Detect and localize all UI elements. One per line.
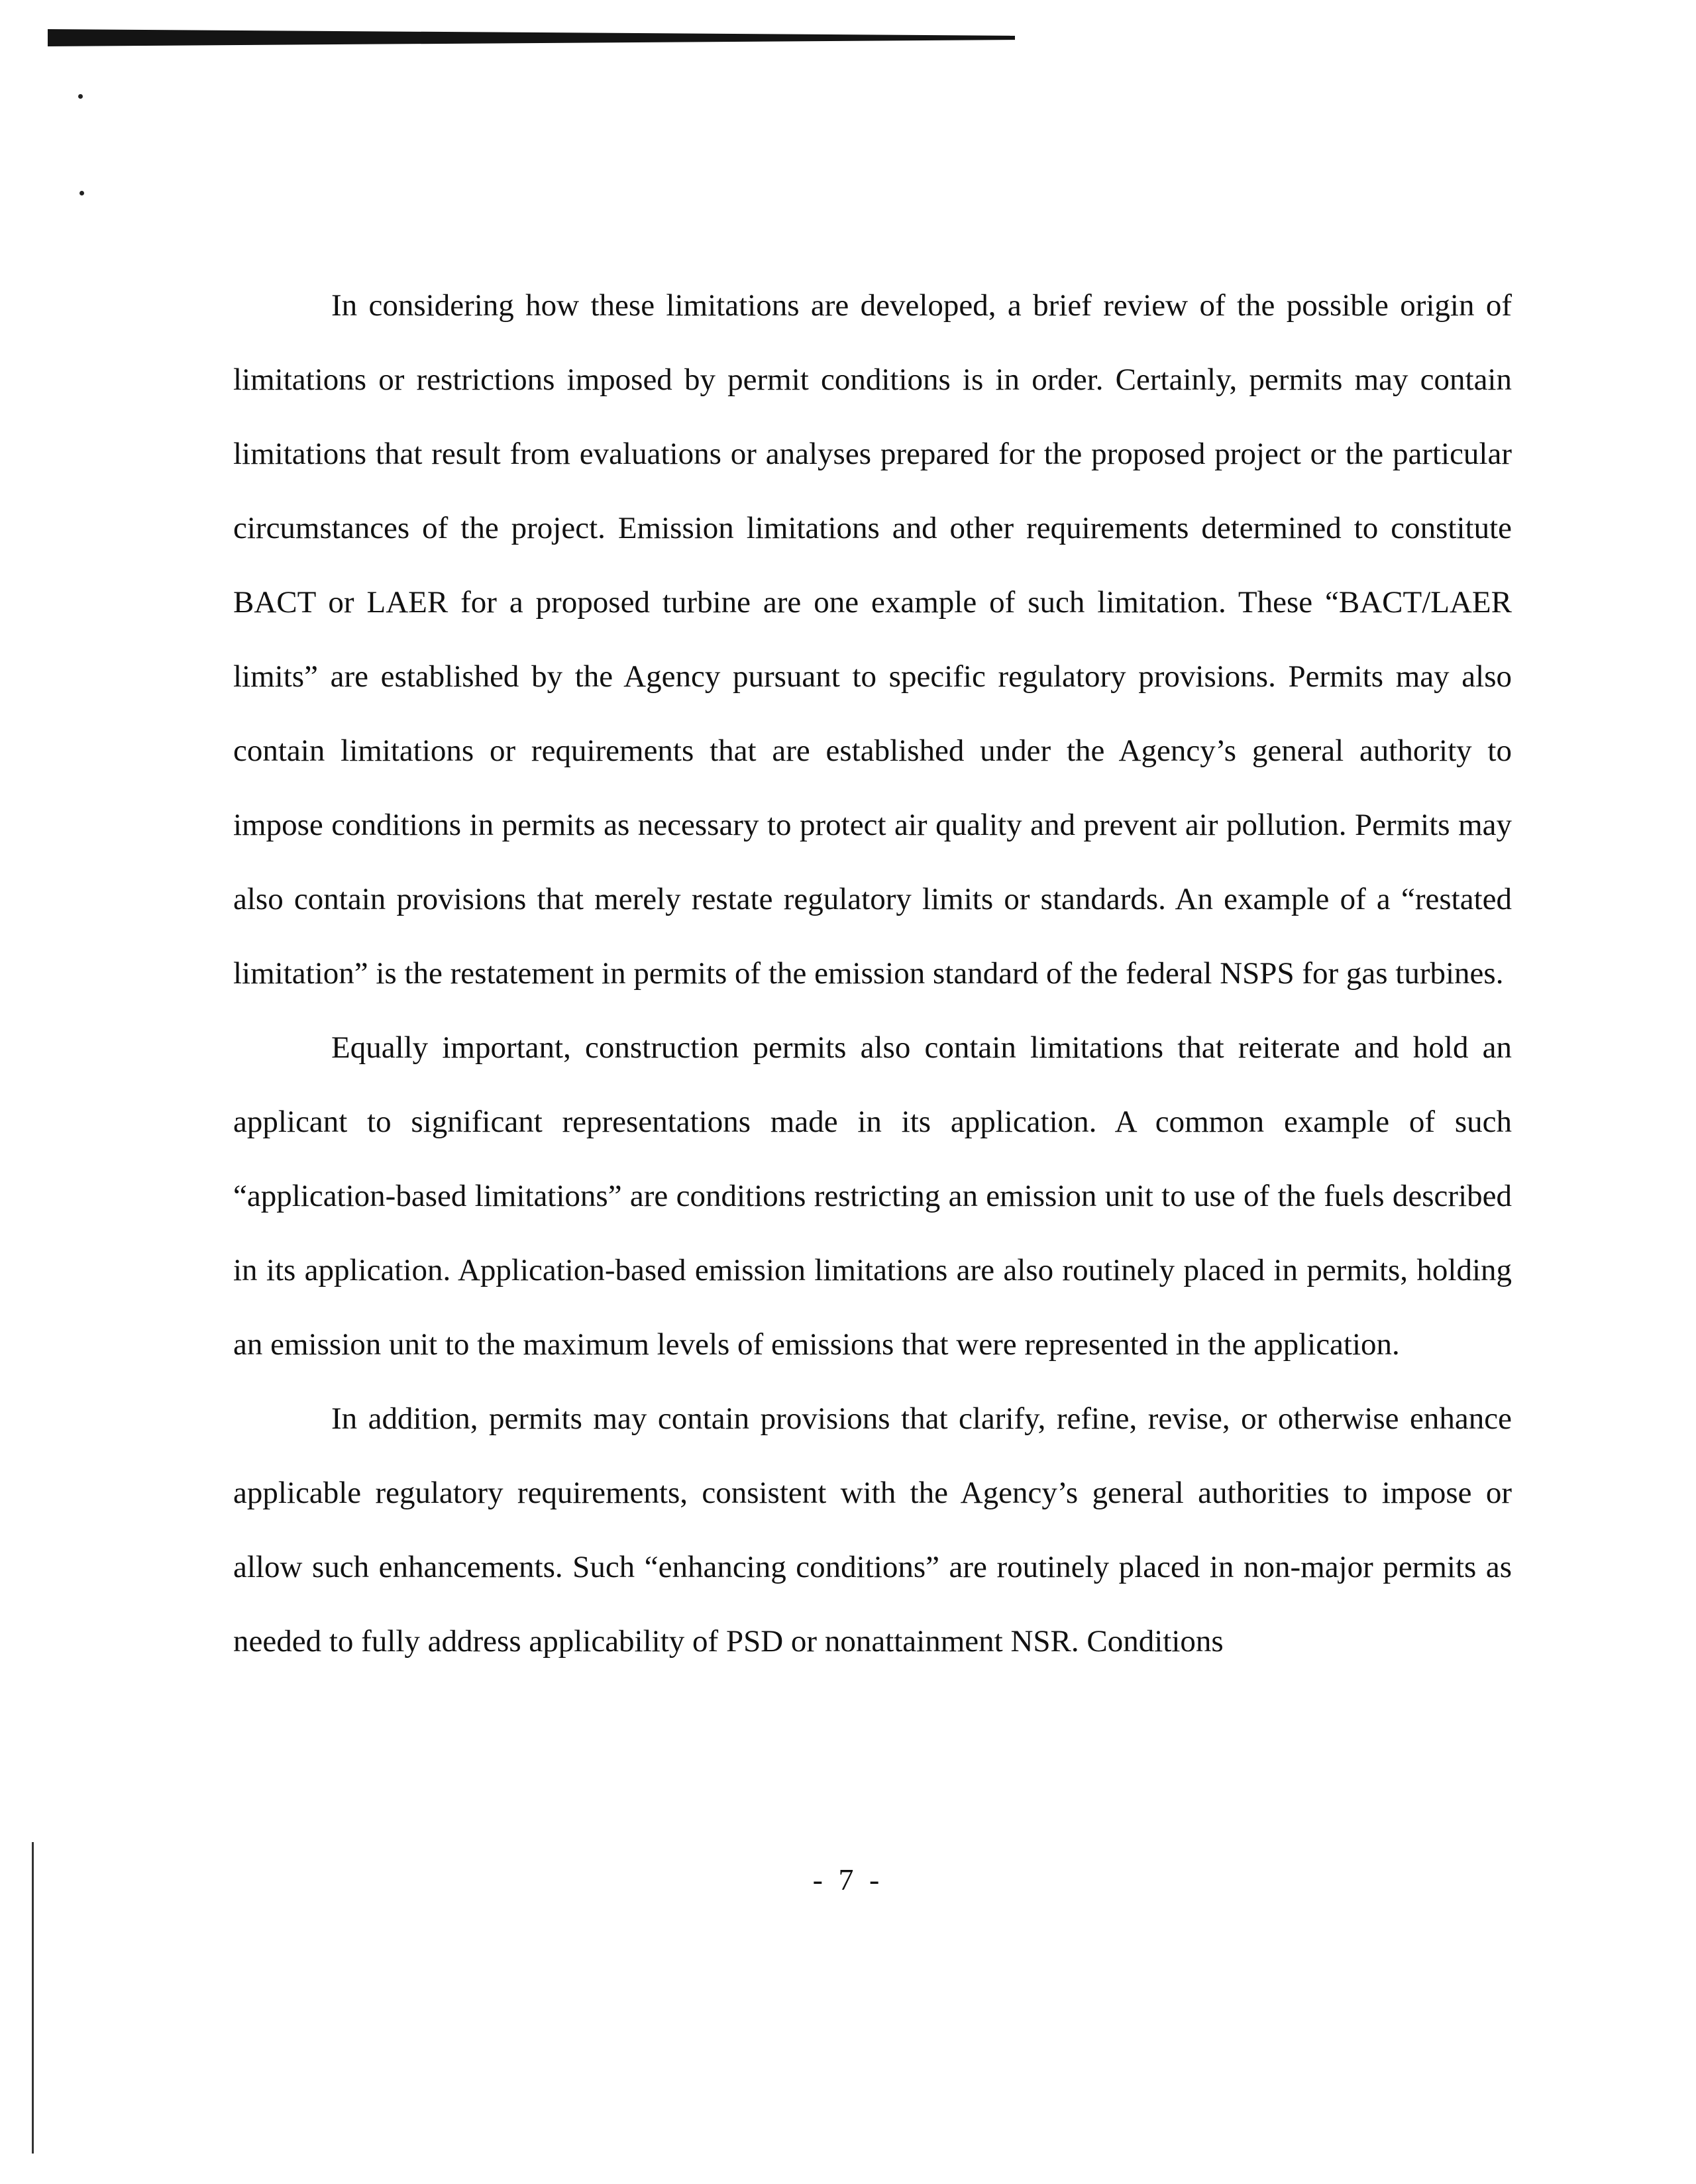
top-scan-bar [48, 29, 1015, 46]
page-number: - 7 - [812, 1863, 884, 1896]
paragraph-3: In addition, permits may contain provisions that clarify, refine, revise, or otherwise enhance applicable regulatory requirements, consistent with the Agency’s general authorities to impose or allow such enhancements. Such “enhancing conditions” are routinely placed in non-major permits as needed to fully address applicability of PSD or nonattainment NSR. Conditions [233, 1401, 1512, 1659]
scan-speck [80, 191, 84, 195]
document-body [233, 268, 1512, 1678]
scan-speck [78, 94, 83, 99]
paragraph-1: In considering how these limitations are developed, a brief review of the possible origin of limitations or restrictions imposed by permit conditions is in order. Certainly, permits may contain limitations that result from evaluations or analyses prepared for the proposed project or the particular circumstances of the project. Emission limitations and other requirements determined to constitute BACT or LAER for a proposed turbine are one example of such limitation. These “BACT/LAER limits” are established by the Agency pursuant to specific regulatory provisions. Permits may also contain limitations or requirements that are established under the Agency’s general authority to impose conditions in permits as necessary to protect air quality and prevent air pollution. Permits may also contain provisions that merely restate regulatory limits or standards. An example of a “restated limitation” is the restatement in permits of the emission standard of the federal NSPS for gas turbines. [233, 288, 1512, 991]
paragraph-2: Equally important, construction permits also contain limitations that reiterate and hold an applicant to significant representations made in its application. A common example of such “application-based limitations” are conditions restricting an emission unit to use of the fuels described in its application. Application-based emission limitations are also routinely placed in permits, holding an emission unit to the maximum levels of emissions that were represented in the application. [233, 1030, 1512, 1362]
